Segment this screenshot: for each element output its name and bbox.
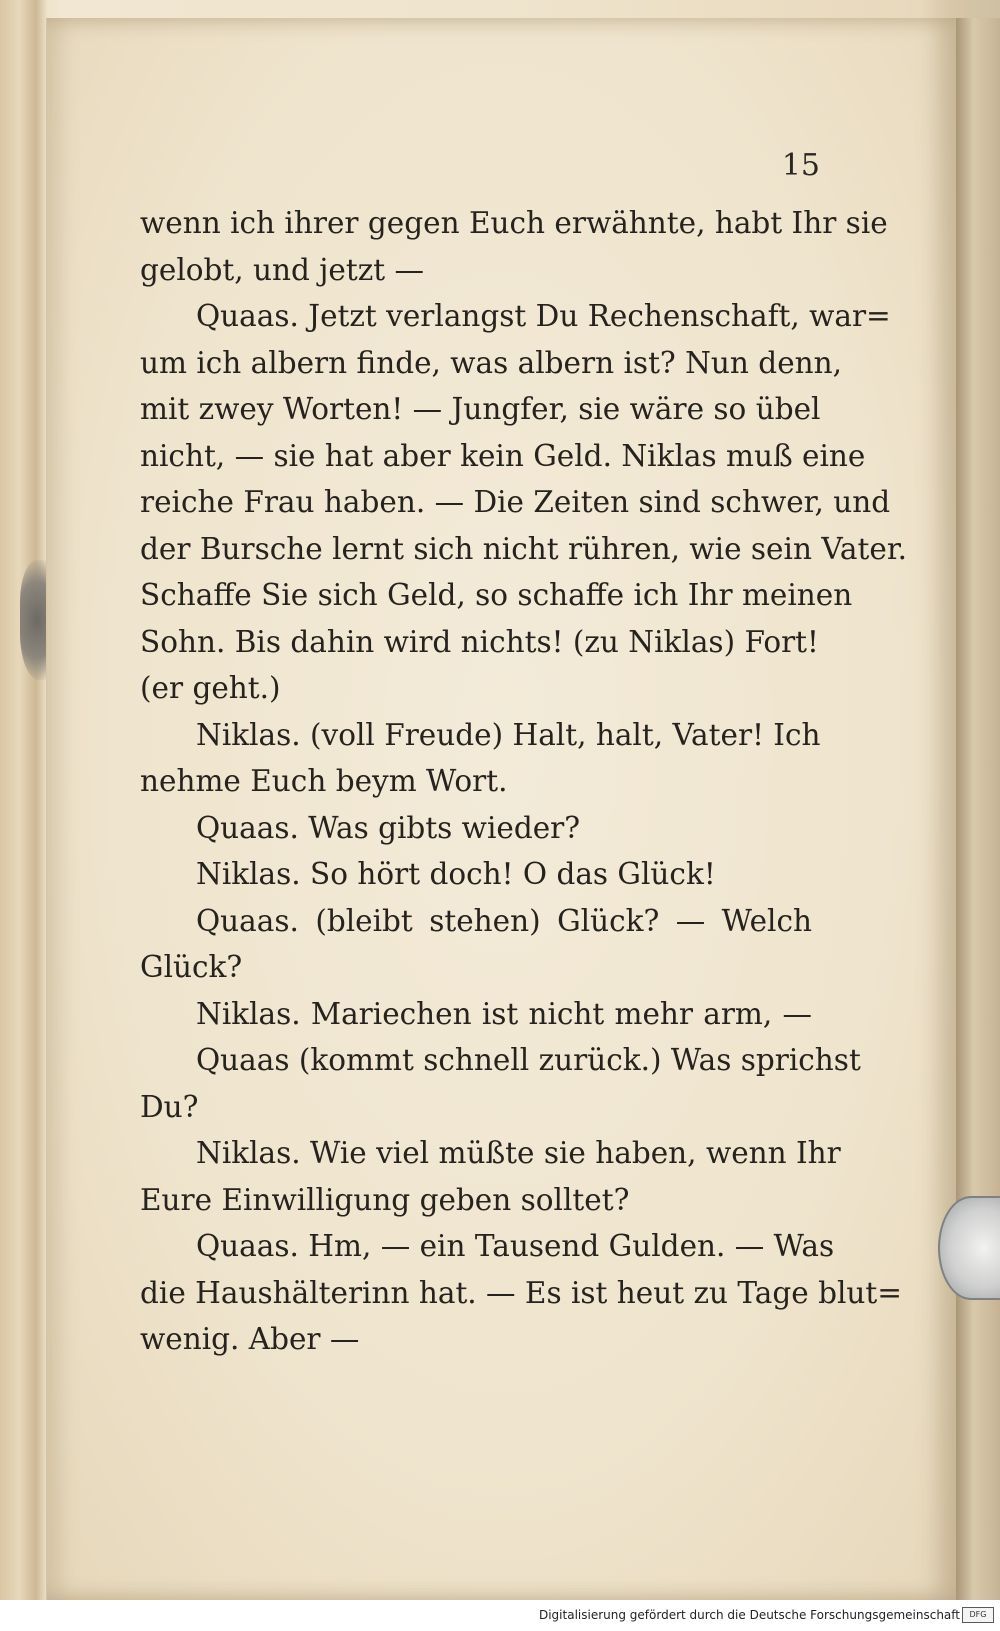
dfg-logo: DFG xyxy=(962,1607,994,1623)
text-line: Quaas. Hm, — ein Tausend Gulden. — Was xyxy=(196,1229,835,1263)
text-line: Sohn. Bis dahin wird nichts! (zu Niklas) Fort! xyxy=(140,624,819,659)
text-line: mit zwey Worten! — Jungfer, sie wäre so übel xyxy=(140,392,821,426)
text-line: Du? xyxy=(140,1089,199,1124)
text-line: (er geht.) xyxy=(140,671,281,705)
body-text xyxy=(140,200,908,1363)
text-line: Quaas. Jetzt verlangst Du Rechenschaft, war= xyxy=(196,299,891,333)
text-line: die Haushälterinn hat. — Es ist heut zu Tage blut= xyxy=(140,1275,902,1310)
text-line: der Bursche lernt sich nicht rühren, wie sein Vater. xyxy=(140,531,908,566)
text-line: nicht, — sie hat aber kein Geld. Niklas muß eine xyxy=(140,438,866,473)
text-line: Quaas (kommt schnell zurück.) Was sprichst xyxy=(196,1043,861,1077)
page-clip xyxy=(938,1196,1000,1300)
text-line: Glück? xyxy=(140,950,243,984)
text-line: gelobt, und jetzt — xyxy=(140,252,425,287)
page-number: 15 xyxy=(781,148,820,183)
text-line: Quaas. (bleibt stehen) Glück? — Welch xyxy=(196,903,812,938)
text-line: Niklas. (voll Freude) Halt, halt, Vater! Ich xyxy=(196,717,821,752)
text-line: nehme Euch beym Wort. xyxy=(140,764,508,798)
text-line: Eure Einwilligung geben solltet? xyxy=(140,1182,630,1217)
previous-page-edge xyxy=(0,0,48,1600)
page-stack-edge xyxy=(956,18,1000,1600)
footer-bar xyxy=(0,1600,1000,1631)
text-line: Niklas. Mariechen ist nicht mehr arm, — xyxy=(196,996,812,1031)
text-line: wenn ich ihrer gegen Euch erwähnte, habt Ihr sie xyxy=(140,206,888,240)
text-line: Quaas. Was gibts wieder? xyxy=(196,810,581,845)
text-line: Niklas. Wie viel müßte sie haben, wenn Ihr xyxy=(196,1136,841,1170)
text-line: Niklas. So hört doch! O das Glück! xyxy=(196,857,716,891)
text-line: reiche Frau haben. — Die Zeiten sind schwer, und xyxy=(140,485,891,519)
text-line: Schaffe Sie sich Geld, so schaffe ich Ihr meinen xyxy=(140,578,853,612)
text-line: wenig. Aber — xyxy=(140,1322,360,1356)
text-line: um ich albern finde, was albern ist? Nun denn, xyxy=(140,345,843,380)
digitization-credit: Digitalisierung gefördert durch die Deutsche Forschungsgemeinschaft xyxy=(538,1608,960,1622)
